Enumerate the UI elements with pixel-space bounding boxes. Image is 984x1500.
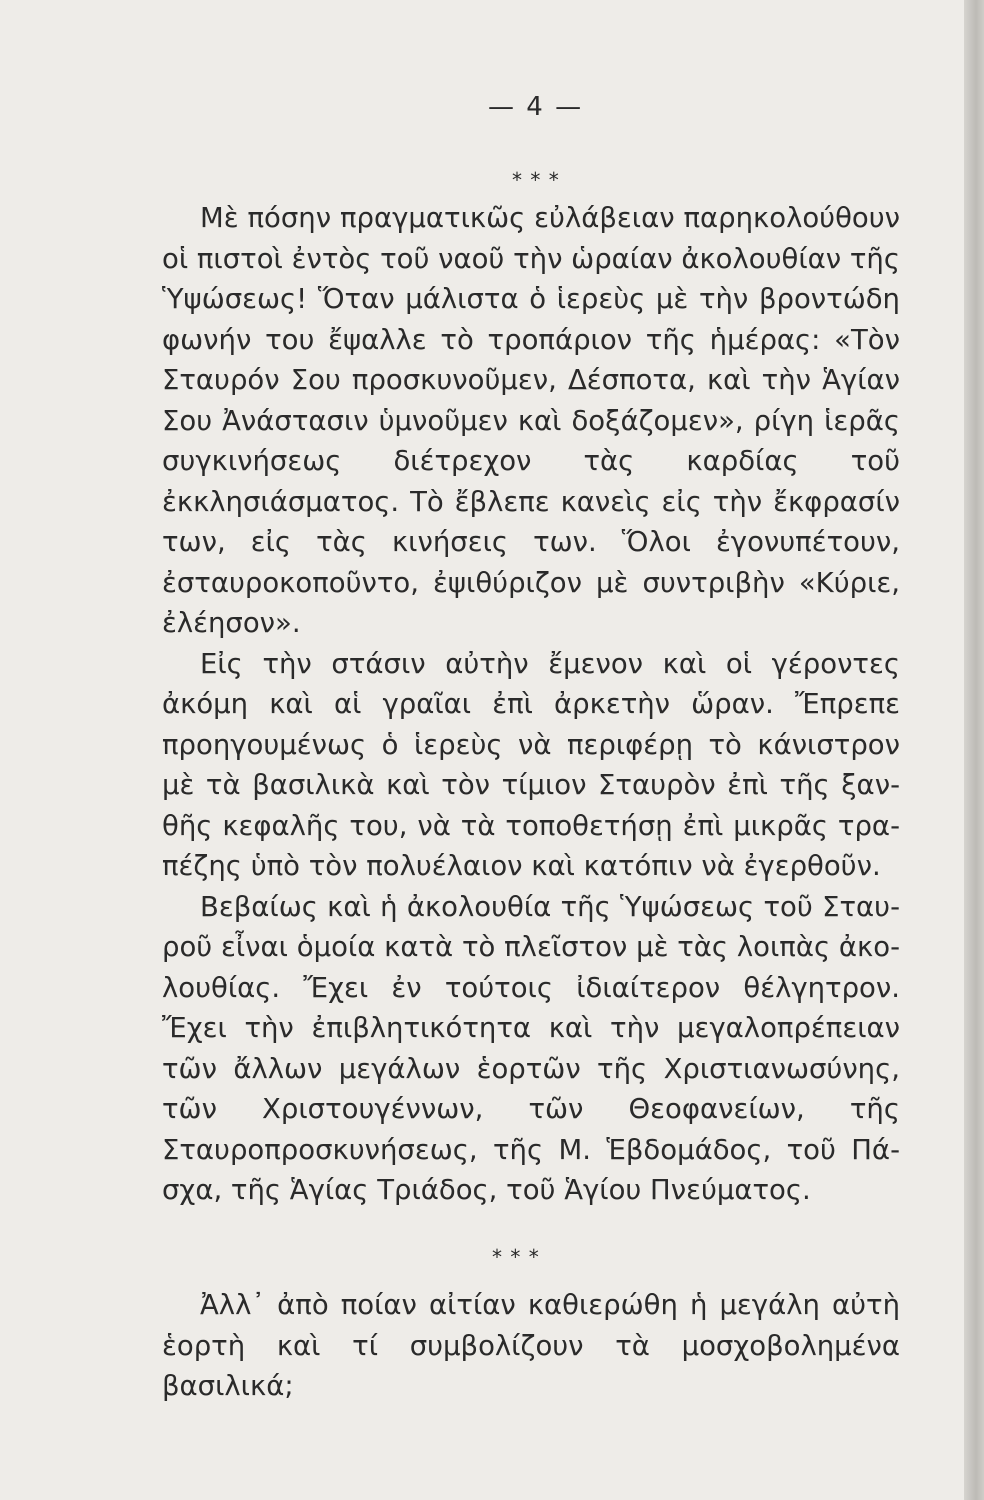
asterism-separator: * * *	[512, 168, 560, 192]
text-block-main	[162, 198, 900, 1211]
paragraph: Μὲ πόσην πραγματικῶς εὐλάβειαν παρηκολούθουν οἱ πιστοὶ ἐντὸς τοῦ ναοῦ τὴν ὡραίαν ἀκολουθίαν τῆς Ὑψώσεως! Ὅταν μάλιστα ὁ ἱερεὺς μὲ τὴν βροντώδη φωνήν του ἔψαλλε τὸ τροπάριον τῆς ἡμέρας: «Τὸν Σταυρόν Σου προσκυνοῦμεν, Δέσποτα, καὶ τὴν Ἁγίαν Σου Ἀνάστασιν ὑμνοῦμεν καὶ δοξάζομεν», ρίγη ἱερᾶς συγκινήσεως διέτρεχον τὰς καρδίας τοῦ ἐκκλησιάσματος. Τὸ ἔβλεπε κανεὶς εἰς τὴν ἔκφρασίν των, εἰς τὰς κινήσεις των. Ὅλοι ἐγονυπέτουν, ἐσταυροκοποῦντο, ἐψιθύριζον μὲ συντριβὴν «Κύριε, ἐλέησον».	[162, 202, 900, 639]
asterism-separator: * * *	[492, 1245, 540, 1269]
paragraph: Βεβαίως καὶ ἡ ἀκολουθία τῆς Ὑψώσεως τοῦ Σταυροῦ εἶναι ὁμοία κατὰ τὸ πλεῖστον μὲ τὰς λοιπὰς ἀκολουθίας. Ἔχει ἐν τούτοις ἰδιαίτερον θέλγητρον. Ἔχει τὴν ἐπιβλητικότητα καὶ τὴν μεγαλοπρέπειαν τῶν ἄλλων μεγάλων ἑορτῶν τῆς Χριστιανωσύνης, τῶν Χριστουγέννων, τῶν Θεοφανείων, τῆς Σταυροπροσκυνήσεως, τῆς Μ. Ἑβδομάδος, τοῦ Πάσχα, τῆς Ἁγίας Τριάδος, τοῦ Ἁγίου Πνεύματος.	[162, 890, 900, 1206]
page-edge	[964, 0, 984, 1500]
paragraph: Ἀλλ᾽ ἀπὸ ποίαν αἰτίαν καθιερώθη ἡ μεγάλη αὐτὴ ἑορτὴ καὶ τί συμβολίζουν τὰ μοσχοβολημένα βασιλικά;	[162, 1289, 900, 1402]
text-block-final	[162, 1285, 900, 1407]
paragraph: Εἰς τὴν στάσιν αὐτὴν ἔμενον καὶ οἱ γέροντες ἀκόμη καὶ αἱ γραῖαι ἐπὶ ἀρκετὴν ὥραν. Ἔπρεπε προηγουμένως ὁ ἱερεὺς νὰ περιφέρῃ τὸ κάνιστρον μὲ τὰ βασιλικὰ καὶ τὸν τίμιον Σταυρὸν ἐπὶ τῆς ξανθῆς κεφαλῆς του, νὰ τὰ τοποθετήσῃ ἐπὶ μικρᾶς τραπέζης ὑπὸ τὸν πολυέλαιον καὶ κατόπιν νὰ ἐγερθοῦν.	[162, 647, 900, 882]
page-number: — 4 —	[488, 92, 584, 122]
